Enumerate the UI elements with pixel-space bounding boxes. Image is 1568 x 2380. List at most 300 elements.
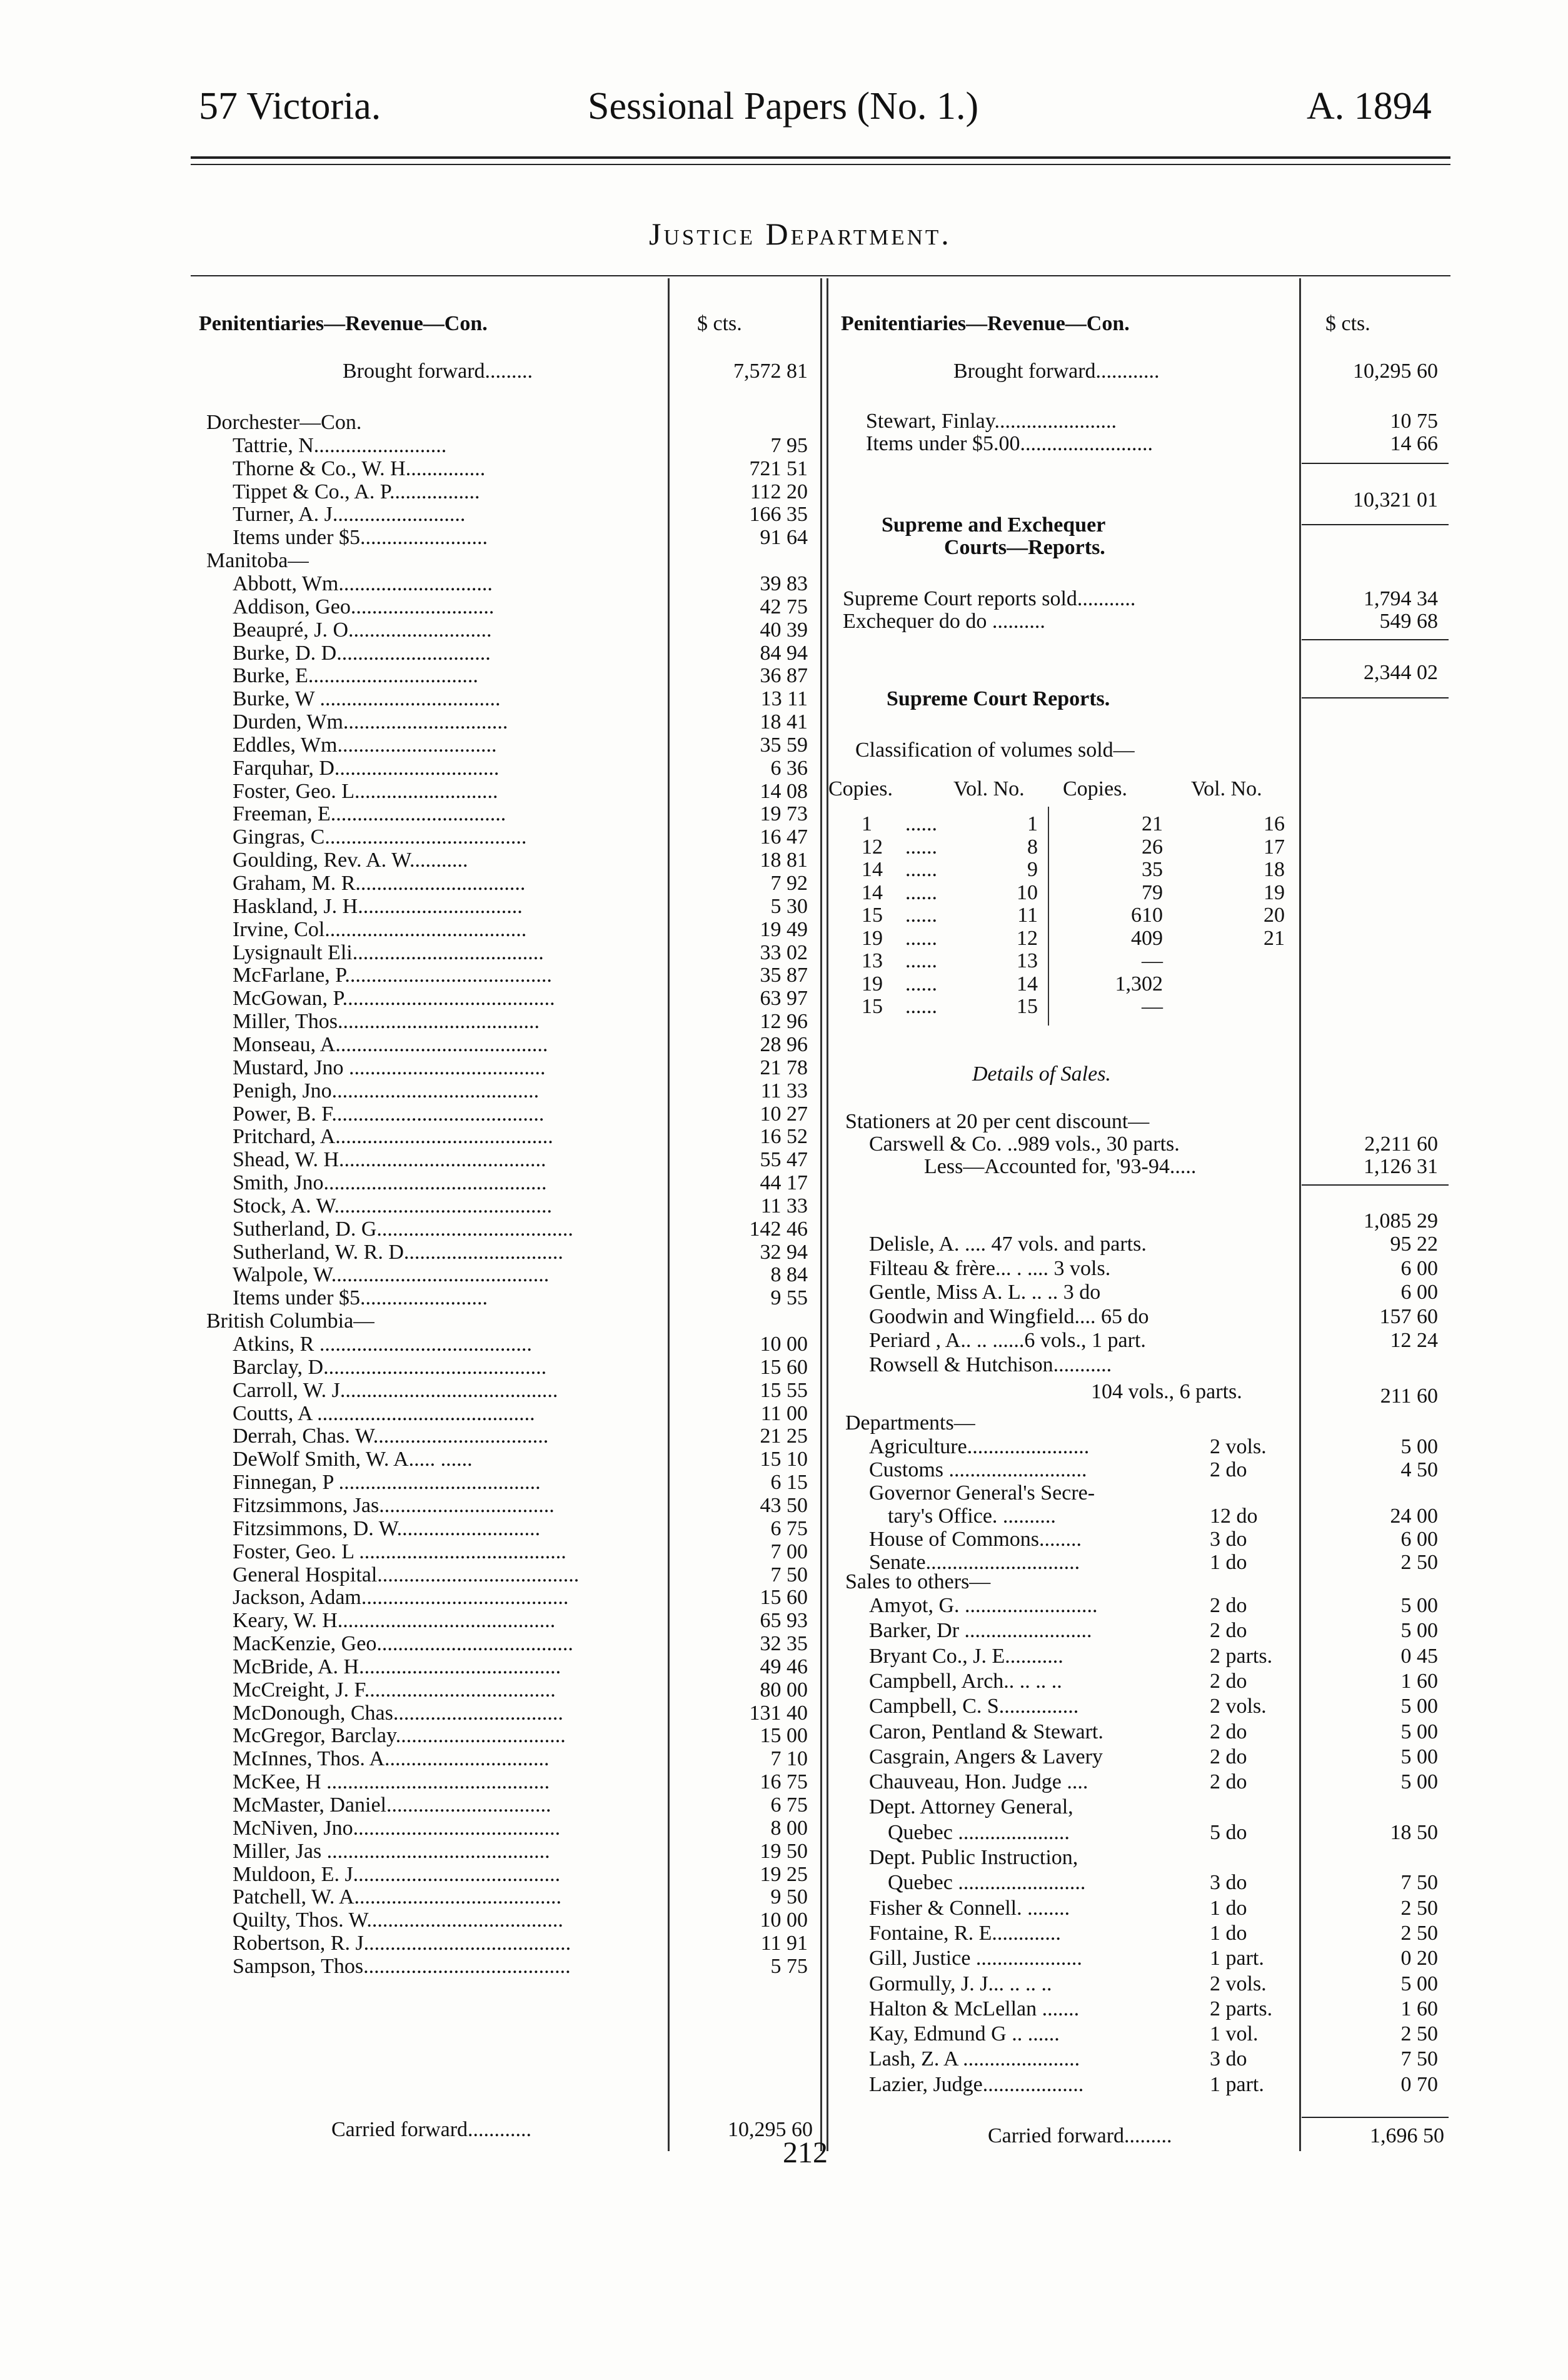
entry-amount: 80 00 — [760, 1678, 808, 1702]
header-left: 57 Victoria. — [199, 85, 381, 128]
left-brought-forward-label: Brought forward......... — [343, 360, 533, 383]
volume-header: Copies. — [828, 777, 893, 800]
entry-label: Power, B. F........................................ — [233, 1103, 545, 1126]
volume-cell: 8 — [1027, 835, 1038, 859]
volume-cell: — — [1142, 995, 1163, 1018]
section-heading: Manitoba— — [206, 550, 309, 572]
col-rule-mid — [820, 278, 822, 2151]
entry-amount: 15 00 — [760, 1724, 808, 1747]
subtotal2-underline — [1302, 697, 1449, 698]
entry-amount: 112 20 — [750, 480, 808, 503]
volume-cell: 35 — [1142, 858, 1163, 881]
entry-label: Derrah, Chas. W................................. — [233, 1425, 549, 1448]
entry-label: Dept. Attorney General, — [869, 1795, 1073, 1818]
entry-quantity: 2 do — [1210, 1458, 1247, 1481]
entry-label: Freeman, E................................. — [233, 803, 506, 825]
volume-cell: 14 — [1017, 972, 1038, 996]
stewart-label: Stewart, Finlay....................... — [866, 410, 1117, 433]
entry-amount: 721 51 — [749, 457, 808, 480]
entry-amount: 15 55 — [760, 1379, 808, 1402]
volume-cell: 18 — [1264, 858, 1285, 881]
items-under-amount: 14 66 — [1390, 432, 1438, 455]
volume-cell: 409 — [1131, 927, 1163, 950]
entry-label: Barker, Dr ........................ — [869, 1619, 1092, 1642]
rowsell-line2-label: 104 vols., 6 parts. — [1091, 1380, 1242, 1403]
department-title: Justice Department. — [649, 216, 952, 251]
entry-amount: 1 60 — [1400, 1997, 1438, 2020]
entry-amount: 11 33 — [760, 1079, 808, 1102]
entry-amount: 19 49 — [760, 918, 808, 941]
entry-label: DeWolf Smith, W. A..... ...... — [233, 1448, 473, 1471]
volume-cell: — — [1142, 949, 1163, 972]
leader-dots: ...... — [905, 995, 937, 1018]
entry-label: Gill, Justice .................... — [869, 1947, 1082, 1970]
leader-dots: ...... — [905, 949, 937, 972]
entry-amount: 5 00 — [1400, 1695, 1438, 1718]
entry-label: tary's Office. .......... — [888, 1505, 1056, 1528]
entry-amount: 5 00 — [1400, 1972, 1438, 1995]
volume-cell: 1,302 — [1115, 972, 1163, 996]
entry-quantity: 1 do — [1210, 1922, 1247, 1945]
supreme-sold-amount: 1,794 34 — [1364, 587, 1438, 610]
volume-cell: 14 — [862, 881, 883, 904]
entry-label: Items under $5........................ — [233, 1287, 488, 1309]
entry-label: House of Commons........ — [869, 1528, 1082, 1551]
entry-amount: 0 45 — [1400, 1645, 1438, 1668]
entry-quantity: 1 part. — [1210, 2073, 1264, 2096]
section-heading: Dorchester—Con. — [206, 411, 362, 434]
entry-label: Periard , A.. .. ......6 vols., 1 part. — [869, 1329, 1146, 1352]
leader-dots: ...... — [905, 972, 937, 996]
entry-label: Fisher & Connell. ........ — [869, 1897, 1070, 1920]
entry-label: Tippet & Co., A. P................. — [233, 481, 480, 503]
entry-amount: 6 00 — [1400, 1257, 1438, 1280]
left-heading: Penitentiaries—Revenue—Con. — [199, 312, 488, 335]
volume-cell: 21 — [1264, 927, 1285, 950]
entry-label: Casgrain, Angers & Lavery — [869, 1745, 1103, 1768]
entry-label: Fitzsimmons, D. W........................... — [233, 1518, 541, 1540]
entry-quantity: 2 vols. — [1210, 1695, 1267, 1718]
entry-amount: 63 97 — [760, 987, 808, 1010]
volume-cell: 15 — [862, 995, 883, 1018]
header-rule-thin — [191, 164, 1450, 165]
less-label: Less—Accounted for, '93-94..... — [924, 1155, 1197, 1178]
leader-dots: ...... — [905, 858, 937, 881]
entry-amount: 18 41 — [760, 710, 808, 734]
entry-amount: 16 75 — [760, 1770, 808, 1793]
entry-label: Muldoon, E. J....................................... — [233, 1863, 561, 1886]
entry-label: Farquhar, D............................... — [233, 757, 500, 780]
header-right: A. 1894 — [1307, 85, 1432, 128]
entry-label: Haskland, J. H............................... — [233, 895, 523, 918]
entry-quantity: 2 do — [1210, 1619, 1247, 1642]
entry-label: Fontaine, R. E............. — [869, 1922, 1061, 1945]
entry-amount: 35 87 — [760, 964, 808, 987]
entry-amount: 2 50 — [1400, 1922, 1438, 1945]
volume-cell: 20 — [1264, 904, 1285, 927]
supreme-sold-label: Supreme Court reports sold........... — [843, 587, 1136, 610]
volume-table-divider — [1048, 807, 1049, 1026]
supreme-heading-2: Courts—Reports. — [944, 536, 1105, 559]
entry-amount: 9 50 — [770, 1885, 808, 1909]
entry-label: Robertson, R. J....................................... — [233, 1932, 571, 1955]
details-title: Details of Sales. — [972, 1062, 1111, 1086]
entry-amount: 7 50 — [1400, 2047, 1438, 2070]
subtotal2-rule — [1302, 639, 1449, 640]
entry-amount: 15 60 — [760, 1586, 808, 1609]
leader-dots: ...... — [905, 835, 937, 859]
entry-amount: 36 87 — [760, 664, 808, 687]
left-carried-forward-amount: 10,295 60 — [728, 2118, 813, 2141]
entry-label: Quebec ........................ — [888, 1871, 1086, 1894]
leader-dots: ...... — [905, 904, 937, 927]
entry-label: Agriculture....................... — [869, 1435, 1090, 1458]
entry-label: McBride, A. H...................................... — [233, 1656, 561, 1678]
stewart-amount: 10 75 — [1390, 410, 1438, 433]
entry-label: Eddles, Wm.............................. — [233, 734, 497, 757]
volume-cell: 19 — [862, 972, 883, 996]
volume-cell: 19 — [862, 927, 883, 950]
entry-quantity: 2 parts. — [1210, 1645, 1273, 1668]
rowsell-line2-amount: 211 60 — [1380, 1384, 1438, 1408]
entry-quantity: 3 do — [1210, 1871, 1247, 1894]
entry-label: McKee, H .......................................... — [233, 1771, 550, 1793]
volume-cell: 14 — [862, 858, 883, 881]
exchequer-label: Exchequer do do .......... — [843, 610, 1045, 633]
subtotal1-underline — [1302, 524, 1449, 525]
entry-amount: 12 96 — [760, 1010, 808, 1033]
exchequer-amount: 549 68 — [1379, 610, 1438, 633]
entry-amount: 55 47 — [760, 1148, 808, 1171]
entry-label: Carroll, W. J......................................... — [233, 1379, 558, 1402]
entry-amount: 84 94 — [760, 642, 808, 665]
items-under-label: Items under $5.00......................... — [866, 432, 1153, 455]
entry-quantity: 1 part. — [1210, 1947, 1264, 1970]
entry-amount: 19 50 — [760, 1840, 808, 1863]
right-carried-forward-amount: 1,696 50 — [1370, 2124, 1444, 2147]
entry-amount: 15 10 — [760, 1448, 808, 1471]
subtotal2: 2,344 02 — [1364, 661, 1438, 684]
entry-label: Keary, W. H......................................... — [233, 1610, 556, 1632]
entry-amount: 13 11 — [760, 687, 808, 710]
volume-header: Vol. No. — [953, 777, 1025, 800]
entry-quantity: 1 vol. — [1210, 2022, 1259, 2045]
entry-label: Chauveau, Hon. Judge .... — [869, 1770, 1088, 1793]
entry-label: Goodwin and Wingfield.... 65 do — [869, 1305, 1149, 1328]
entry-label: McMaster, Daniel............................... — [233, 1794, 551, 1817]
volume-cell: 17 — [1264, 835, 1285, 859]
entry-amount: 6 00 — [1400, 1528, 1438, 1551]
header-rule — [191, 156, 1450, 159]
col-rule-right-amount — [1299, 278, 1301, 2151]
right-currency-heading: $ cts. — [1325, 312, 1370, 335]
entry-label: Walpole, W......................................... — [233, 1264, 550, 1286]
entry-amount: 7 95 — [770, 434, 808, 457]
entry-label: Tattrie, N......................... — [233, 435, 447, 457]
section-heading: British Columbia— — [206, 1310, 375, 1333]
entry-amount: 10 00 — [760, 1909, 808, 1932]
less-amount: 1,126 31 — [1364, 1155, 1438, 1178]
volume-cell: 11 — [1017, 904, 1038, 927]
volume-cell: 19 — [1264, 881, 1285, 904]
carswell-label: Carswell & Co. ..989 vols., 30 parts. — [869, 1132, 1180, 1156]
entry-amount: 32 94 — [760, 1241, 808, 1264]
entry-label: Abbott, Wm............................. — [233, 573, 493, 595]
entry-label: Finnegan, P ...................................... — [233, 1471, 541, 1494]
carswell-amount: 2,211 60 — [1364, 1132, 1438, 1156]
volume-header: Copies. — [1063, 777, 1127, 800]
entry-label: Caron, Pentland & Stewart. — [869, 1720, 1103, 1743]
entry-label: Burke, D. D............................. — [233, 642, 491, 665]
entry-amount: 49 46 — [760, 1655, 808, 1678]
volume-cell: 9 — [1027, 858, 1038, 881]
volume-cell: 16 — [1264, 812, 1285, 835]
entry-quantity: 5 do — [1210, 1821, 1247, 1844]
volume-cell: 12 — [862, 835, 883, 859]
entry-label: Smith, Jno.......................................... — [233, 1172, 547, 1194]
entry-amount: 24 00 — [1390, 1505, 1438, 1528]
entry-label: Dept. Public Instruction, — [869, 1846, 1078, 1869]
entry-label: Miller, Thos...................................... — [233, 1011, 540, 1033]
volume-cell: 610 — [1131, 904, 1163, 927]
subtotal3-rule — [1302, 1184, 1449, 1186]
entry-label: Goulding, Rev. A. W........... — [233, 849, 468, 872]
volume-cell: 1 — [862, 812, 872, 835]
classification-label: Classification of volumes sold— — [855, 739, 1135, 762]
entry-amount: 43 50 — [760, 1494, 808, 1517]
entry-amount: 8 84 — [770, 1263, 808, 1286]
entry-amount: 6 36 — [770, 757, 808, 780]
right-heading: Penitentiaries—Revenue—Con. — [841, 312, 1130, 335]
volume-cell: 10 — [1017, 881, 1038, 904]
volume-cell: 1 — [1027, 812, 1038, 835]
subtotal1-rule — [1302, 463, 1449, 464]
entry-amount: 7 00 — [770, 1540, 808, 1563]
volume-header: Vol. No. — [1191, 777, 1262, 800]
left-currency-heading: $ cts. — [697, 312, 742, 335]
subtotal1: 10,321 01 — [1353, 488, 1438, 512]
volume-cell: 79 — [1142, 881, 1163, 904]
entry-label: Sampson, Thos....................................... — [233, 1955, 571, 1978]
entry-label: Lazier, Judge................... — [869, 2073, 1084, 2096]
right-carried-forward-label: Carried forward......... — [988, 2124, 1172, 2147]
entry-label: Gentle, Miss A. L. .. .. 3 do — [869, 1281, 1101, 1304]
entry-amount: 7 92 — [770, 872, 808, 895]
entry-amount: 7 10 — [770, 1747, 808, 1770]
entry-label: Gormully, J. J... .. .. .. — [869, 1972, 1052, 1995]
title-rule — [191, 275, 1450, 276]
volume-cell: 13 — [1017, 949, 1038, 972]
entry-quantity: 2 do — [1210, 1720, 1247, 1743]
entry-label: Campbell, Arch.. .. .. .. — [869, 1670, 1062, 1693]
entry-label: Mustard, Jno ..................................... — [233, 1057, 546, 1079]
entry-amount: 5 00 — [1400, 1594, 1438, 1617]
entry-amount: 35 59 — [760, 734, 808, 757]
entry-amount: 91 64 — [760, 526, 808, 549]
entry-quantity: 2 vols. — [1210, 1972, 1267, 1995]
right-brought-forward-label: Brought forward............ — [953, 360, 1160, 383]
entry-label: Rowsell & Hutchison........... — [869, 1353, 1112, 1376]
entry-amount: 10 00 — [760, 1333, 808, 1356]
leader-dots: ...... — [905, 881, 937, 904]
sales-heading: Sales to others— — [845, 1570, 991, 1593]
entry-label: Governor General's Secre- — [869, 1481, 1095, 1505]
entry-quantity: 3 do — [1210, 1528, 1247, 1551]
entry-label: Stock, A. W......................................... — [233, 1195, 552, 1218]
entry-amount: 5 75 — [770, 1955, 808, 1978]
entry-label: Barclay, D.......................................... — [233, 1356, 547, 1379]
entry-label: Pritchard, A......................................... — [233, 1126, 553, 1148]
entry-amount: 19 25 — [760, 1863, 808, 1886]
entry-label: McDonough, Chas................................ — [233, 1702, 563, 1725]
entry-label: Fitzsimmons, Jas................................. — [233, 1495, 555, 1517]
entry-label: McGowan, P........................................ — [233, 987, 555, 1010]
entry-label: Coutts, A ......................................... — [233, 1403, 535, 1425]
entry-amount: 7 50 — [1400, 1871, 1438, 1894]
departments-heading: Departments— — [845, 1411, 975, 1435]
entry-label: Quilty, Thos. W..................................... — [233, 1909, 563, 1932]
entry-amount: 5 00 — [1400, 1435, 1438, 1458]
entry-amount: 65 93 — [760, 1609, 808, 1632]
entry-label: Monseau, A........................................ — [233, 1034, 548, 1056]
entry-amount: 12 24 — [1390, 1329, 1438, 1352]
entry-quantity: 2 do — [1210, 1670, 1247, 1693]
entry-label: Foster, Geo. L ....................................... — [233, 1541, 566, 1563]
entry-amount: 5 00 — [1400, 1770, 1438, 1793]
entry-amount: 33 02 — [760, 941, 808, 964]
entry-label: Beaupré, J. O........................... — [233, 619, 492, 642]
entry-amount: 8 00 — [770, 1817, 808, 1840]
col-rule-left-amount — [668, 278, 670, 2151]
col-rule-mid-2 — [827, 278, 828, 2151]
volume-cell: 15 — [862, 904, 883, 927]
entry-label: McNiven, Jno....................................... — [233, 1817, 561, 1840]
entry-amount: 5 00 — [1400, 1619, 1438, 1642]
entry-amount: 6 75 — [770, 1793, 808, 1817]
stationers-label: Stationers at 20 per cent discount— — [845, 1110, 1150, 1133]
entry-amount: 16 52 — [760, 1125, 808, 1148]
entry-label: Turner, A. J......................... — [233, 503, 466, 526]
volume-cell: 26 — [1142, 835, 1163, 859]
header-center: Sessional Papers (No. 1.) — [588, 85, 979, 128]
entry-amount: 0 70 — [1400, 2073, 1438, 2096]
entry-amount: 7 50 — [770, 1563, 808, 1586]
entry-amount: 131 40 — [749, 1702, 808, 1725]
entry-amount: 5 00 — [1400, 1745, 1438, 1768]
entry-amount: 11 33 — [760, 1194, 808, 1218]
entry-amount: 14 08 — [760, 780, 808, 803]
entry-label: Gingras, C...................................... — [233, 826, 527, 849]
entry-amount: 42 75 — [760, 595, 808, 618]
volume-cell: 21 — [1142, 812, 1163, 835]
entry-amount: 18 50 — [1390, 1821, 1438, 1844]
entry-label: Shead, W. H....................................... — [233, 1149, 546, 1171]
entry-amount: 6 75 — [770, 1517, 808, 1540]
entry-amount: 9 55 — [770, 1286, 808, 1309]
entry-amount: 5 00 — [1400, 1720, 1438, 1743]
volume-cell: 15 — [1017, 995, 1038, 1018]
entry-amount: 18 81 — [760, 849, 808, 872]
entry-label: Foster, Geo. L........................... — [233, 780, 498, 803]
entry-quantity: 12 do — [1210, 1505, 1258, 1528]
entry-label: Bryant Co., J. E........... — [869, 1645, 1063, 1668]
entry-amount: 157 60 — [1379, 1305, 1438, 1328]
entry-label: Sutherland, D. G..................................... — [233, 1218, 573, 1241]
entry-label: Customs .......................... — [869, 1458, 1087, 1481]
entry-label: Patchell, W. A....................................... — [233, 1886, 562, 1909]
entry-label: Burke, E................................ — [233, 665, 478, 687]
entry-amount: 6 15 — [770, 1471, 808, 1494]
leader-dots: ...... — [905, 812, 937, 835]
entry-quantity: 2 vols. — [1210, 1435, 1267, 1458]
left-carried-forward-label: Carried forward............ — [331, 2118, 532, 2141]
entry-amount: 40 39 — [760, 618, 808, 642]
entry-amount: 32 35 — [760, 1632, 808, 1655]
entry-label: Atkins, R ........................................ — [233, 1333, 532, 1356]
page-number: 212 — [783, 2136, 828, 2169]
entry-amount: 39 83 — [760, 572, 808, 595]
entry-amount: 21 25 — [760, 1424, 808, 1448]
entry-amount: 15 60 — [760, 1356, 808, 1379]
volume-cell: 13 — [862, 949, 883, 972]
entry-quantity: 2 do — [1210, 1745, 1247, 1768]
supreme-heading-1: Supreme and Exchequer — [882, 513, 1106, 537]
entry-amount: 16 47 — [760, 825, 808, 849]
entry-amount: 44 17 — [760, 1171, 808, 1194]
entry-label: Addison, Geo........................... — [233, 596, 495, 618]
entry-amount: 10 27 — [760, 1102, 808, 1126]
entry-amount: 11 91 — [760, 1932, 808, 1955]
volume-cell: 12 — [1017, 927, 1038, 950]
entry-label: Thorne & Co., W. H............... — [233, 458, 486, 480]
entry-label: Senate............................. — [869, 1551, 1080, 1574]
entry-label: McGregor, Barclay................................ — [233, 1725, 566, 1747]
entry-amount: 11 00 — [760, 1402, 808, 1425]
entry-amount: 2 50 — [1400, 1551, 1438, 1574]
entry-label: Items under $5........................ — [233, 527, 488, 549]
entry-label: Quebec ..................... — [888, 1821, 1070, 1844]
entry-label: Lysignault Eli.................................... — [233, 942, 544, 964]
entry-label: Durden, Wm............................... — [233, 711, 508, 734]
subtotal3: 1,085 29 — [1364, 1209, 1438, 1233]
entry-label: Irvine, Col...................................... — [233, 919, 527, 941]
entry-quantity: 2 do — [1210, 1770, 1247, 1793]
entry-amount: 166 35 — [749, 503, 808, 526]
entry-label: Graham, M. R................................ — [233, 872, 526, 895]
entry-amount: 4 50 — [1400, 1458, 1438, 1481]
entry-quantity: 3 do — [1210, 2047, 1247, 2070]
entry-label: McCreight, J. F.................................... — [233, 1679, 556, 1702]
entry-label: Sutherland, W. R. D.............................. — [233, 1241, 563, 1264]
entry-label: Delisle, A. .... 47 vols. and parts. — [869, 1233, 1147, 1256]
entry-amount: 6 00 — [1400, 1281, 1438, 1304]
entry-label: Halton & McLellan ....... — [869, 1997, 1080, 2020]
entry-label: McFarlane, P....................................... — [233, 964, 552, 987]
entry-label: Amyot, G. ......................... — [869, 1594, 1098, 1617]
entry-label: Filteau & frère... . .... 3 vols. — [869, 1257, 1111, 1280]
entry-quantity: 2 do — [1210, 1594, 1247, 1617]
entry-amount: 28 96 — [760, 1033, 808, 1056]
entry-amount: 19 73 — [760, 802, 808, 825]
entry-amount: 5 30 — [770, 895, 808, 918]
entry-amount: 0 20 — [1400, 1947, 1438, 1970]
entry-amount: 21 78 — [760, 1056, 808, 1079]
entry-label: Lash, Z. A ...................... — [869, 2047, 1080, 2070]
entry-amount: 95 22 — [1390, 1233, 1438, 1256]
entry-quantity: 1 do — [1210, 1551, 1247, 1574]
entry-label: McInnes, Thos. A............................... — [233, 1748, 550, 1770]
entry-quantity: 2 parts. — [1210, 1997, 1273, 2020]
